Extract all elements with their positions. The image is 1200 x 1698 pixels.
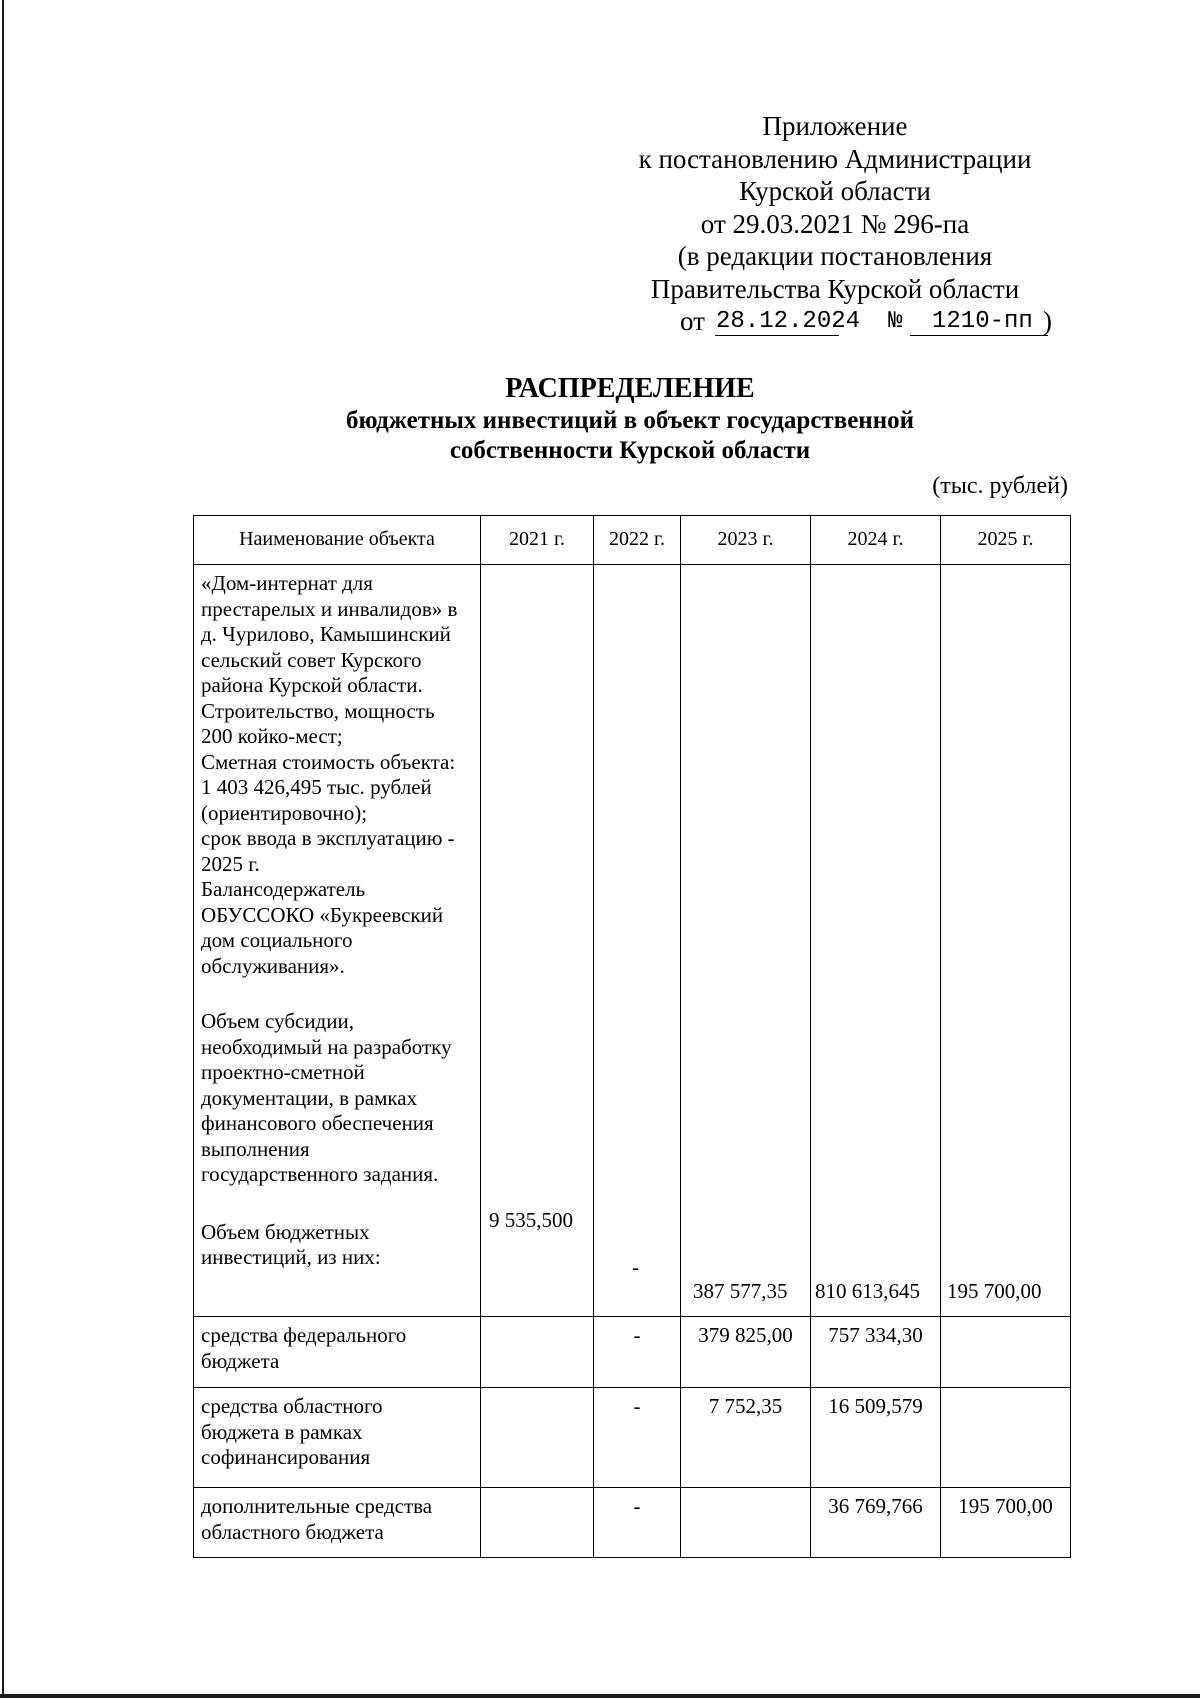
investment-description [201, 1220, 474, 1271]
text-line: сельский совет Курского [201, 647, 422, 672]
row-2023: 7 752,35 [681, 1388, 811, 1488]
text-line: дом социального [201, 928, 353, 952]
text-line: Объем субсидии, [201, 1009, 354, 1033]
text-line: государственного задания. [201, 1162, 439, 1186]
text-line: областного бюджета [201, 1519, 384, 1544]
appendix-line-4: от 29.03.2021 № 296-па [700, 208, 970, 239]
row-2021 [481, 1317, 594, 1388]
object-row [194, 565, 1071, 1317]
date-value: 28.12.2024 [716, 308, 861, 335]
number-sign: № [888, 308, 903, 335]
row-2022: - [594, 1317, 681, 1388]
title-main: РАСПРЕДЕЛЕНИЕ [505, 373, 755, 404]
text-line: (ориентировочно); [201, 800, 368, 825]
text-line: бюджета в рамках [201, 1419, 363, 1444]
object-2025-cell [941, 565, 1071, 1317]
header-object-name: Наименование объекта [194, 516, 481, 565]
table-row [194, 1317, 1071, 1388]
text-line: «Дом-интернат для [201, 571, 373, 595]
investment-2025-value: 195 700,00 [947, 1279, 1042, 1303]
row-2023 [681, 1488, 811, 1558]
scan-bottom-edge [0, 1694, 1200, 1698]
row-2021 [481, 1488, 594, 1558]
table-row [194, 1388, 1071, 1488]
header-2022: 2022 г. [594, 516, 681, 565]
row-2024: 36 769,766 [811, 1488, 941, 1558]
document-title [180, 372, 1080, 466]
row-2022: - [594, 1388, 681, 1488]
text-line: финансового обеспечения [201, 1111, 434, 1135]
text-line: средства федерального [201, 1323, 407, 1347]
text-line: обслуживания». [201, 953, 345, 978]
text-line: софинансирования [201, 1445, 371, 1469]
text-line: ОБУССОКО «Букреевский [201, 902, 444, 927]
number-underline [910, 335, 1048, 336]
close-paren: ) [1043, 306, 1052, 336]
row-2024: 16 509,579 [811, 1388, 941, 1488]
object-description [201, 571, 474, 979]
row-name [194, 1388, 481, 1488]
date-prefix: от [680, 306, 705, 336]
investment-2022-value: - [632, 1255, 639, 1279]
text-line: бюджета [201, 1348, 280, 1373]
row-name [194, 1488, 481, 1558]
object-2023-cell [681, 565, 811, 1317]
row-name [194, 1317, 481, 1388]
text-line: срок ввода в эксплуатацию - [201, 826, 455, 850]
text-line: 1 403 426,495 тыс. рублей [201, 775, 432, 799]
row-2025 [941, 1317, 1071, 1388]
row-2025: 195 700,00 [941, 1488, 1071, 1558]
text-line: престарелых и инвалидов» в [201, 596, 458, 621]
text-line: дополнительные средства [201, 1494, 433, 1518]
header-2023: 2023 г. [681, 516, 811, 565]
subsidy-description [201, 1009, 474, 1188]
object-2022-cell [594, 565, 681, 1317]
row-2022: - [594, 1488, 681, 1558]
text-line: 200 койко-мест; [201, 724, 343, 748]
amendment-date-line [620, 305, 1050, 339]
table-row [194, 1488, 1071, 1558]
appendix-line-2: к постановлению Администрации [638, 143, 1032, 174]
table-header-row [194, 516, 1071, 565]
investment-2024-value: 810 613,645 [815, 1279, 920, 1303]
text-line: 2025 г. [201, 851, 260, 876]
text-line: средства областного [201, 1394, 383, 1418]
title-sub-1: бюджетных инвестиций в объект государственной [345, 407, 915, 434]
row-2025 [941, 1388, 1071, 1488]
scan-left-edge [2, 0, 4, 1698]
appendix-line-6: Правительства Курской области [650, 273, 1020, 304]
object-2021-cell [481, 565, 594, 1317]
appendix-line-1: Приложение [762, 111, 908, 141]
row-2021 [481, 1388, 594, 1488]
header-2025: 2025 г. [941, 516, 1071, 565]
header-2024: 2024 г. [811, 516, 941, 565]
row-2024: 757 334,30 [811, 1317, 941, 1388]
investment-2023-value: 387 577,35 [693, 1279, 788, 1303]
date-underline [715, 335, 839, 336]
text-line: проектно-сметной [201, 1060, 365, 1084]
text-line: Балансодержатель [201, 877, 366, 901]
row-2023: 379 825,00 [681, 1317, 811, 1388]
units-label: (тыс. рублей) [932, 473, 1068, 499]
subsidy-2021-value: 9 535,500 [489, 1208, 573, 1232]
investment-table [193, 515, 1071, 1558]
text-line: Объем бюджетных [201, 1219, 370, 1244]
appendix-line-5: (в редакции постановления [677, 241, 993, 271]
object-description-cell [194, 565, 481, 1317]
object-2024-cell [811, 565, 941, 1317]
text-line: документации, в рамках [201, 1085, 418, 1110]
text-line: инвестиций, из них: [201, 1245, 381, 1269]
header-2021: 2021 г. [481, 516, 594, 565]
appendix-line-3: Курской области [739, 176, 931, 206]
text-line: Сметная стоимость объекта: [201, 749, 456, 774]
appendix-block [620, 110, 1050, 339]
text-line: выполнения [201, 1136, 310, 1161]
title-sub-2: собственности Курской области [449, 437, 811, 464]
number-value: 1210-пп [932, 308, 1033, 335]
text-line: района Курской области. [201, 673, 423, 697]
text-line: д. Чурилово, Камышинский [201, 622, 451, 646]
text-line: Строительство, мощность [201, 698, 435, 723]
text-line: необходимый на разработку [201, 1034, 452, 1059]
